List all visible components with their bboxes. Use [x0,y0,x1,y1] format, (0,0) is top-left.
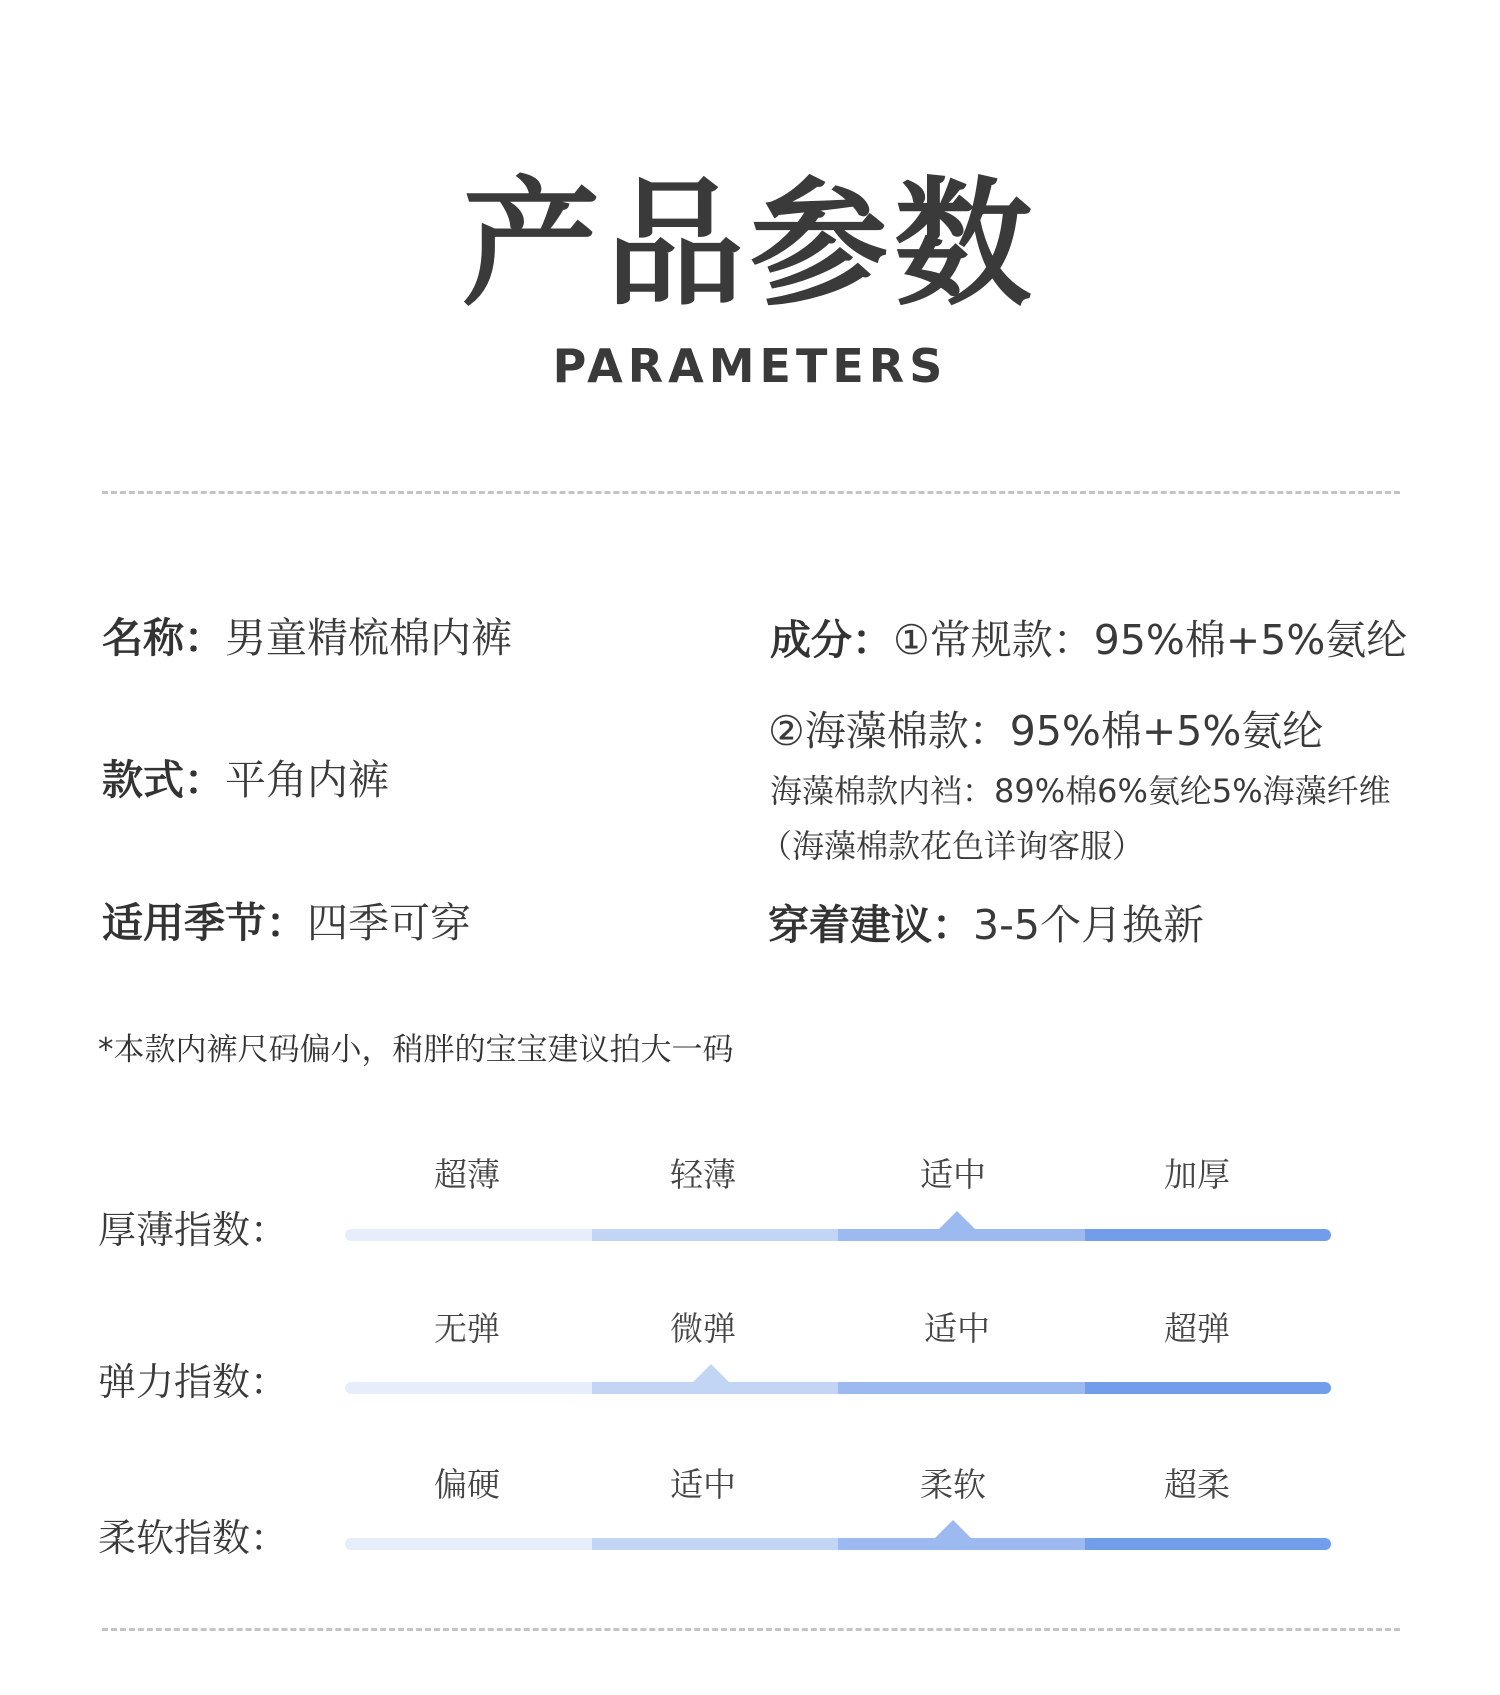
index-level-label: 超柔 [1164,1465,1230,1504]
param-name [102,612,512,664]
index-level-label: 超弹 [1164,1309,1230,1348]
param-composition-line1: ①常规款：95%棉+5%氨纶 [893,616,1408,664]
bottom-divider [102,1628,1400,1631]
param-style-value: 平角内裤 [225,756,389,804]
param-season-key: 适用季节： [102,899,307,947]
index-level-label: 加厚 [1164,1155,1230,1194]
param-advice-value: 3-5个月换新 [973,901,1204,949]
param-composition-key: 成分： [770,616,893,664]
param-name-value: 男童精梳棉内裤 [225,614,512,662]
bar-segment [1085,1382,1332,1394]
index-label: 厚薄指数： [98,1208,289,1252]
bar-segment [345,1538,592,1550]
index-pointer [693,1364,729,1382]
param-composition-line3: 海藻棉款内裆：89%棉6%氨纶5%海藻纤维 [770,772,1391,810]
param-composition-line2: ②海藻棉款：95%棉+5%氨纶 [768,707,1324,755]
index-level-label: 偏硬 [434,1465,500,1504]
bar-segment [345,1382,592,1394]
param-advice [768,899,1204,951]
index-pointer [935,1520,971,1538]
index-level-label: 柔软 [920,1465,986,1504]
bar-segment [838,1229,1085,1241]
index-bar [345,1382,1331,1394]
param-style [102,754,389,806]
index-level-label: 微弹 [670,1309,736,1348]
index-level-label: 适中 [670,1465,736,1504]
param-advice-key: 穿着建议： [768,901,973,949]
top-divider [102,491,1400,494]
param-composition [770,614,1407,666]
bar-segment [592,1382,839,1394]
bar-segment [1085,1538,1332,1550]
bar-segment [592,1538,839,1550]
index-level-label: 轻薄 [670,1155,736,1194]
size-note: *本款内裤尺码偏小，稍胖的宝宝建议拍大一码 [98,1032,734,1068]
bar-segment [1085,1229,1332,1241]
index-label: 柔软指数： [98,1516,289,1560]
index-level-label: 超薄 [434,1155,500,1194]
bar-segment [838,1538,1085,1550]
param-name-key: 名称： [102,614,225,662]
page-title: 产品参数 [461,164,1038,325]
index-level-label: 适中 [924,1309,990,1348]
bar-segment [345,1229,592,1241]
index-bar [345,1538,1331,1550]
index-label: 弹力指数： [98,1360,289,1404]
param-season [102,897,471,949]
index-level-label: 无弹 [434,1309,500,1348]
param-season-value: 四季可穿 [307,899,471,947]
bar-segment [592,1229,839,1241]
param-composition-line4: （海藻棉款花色详询客服） [760,827,1145,865]
index-pointer [939,1211,975,1229]
param-style-key: 款式： [102,756,225,804]
index-level-label: 适中 [920,1155,986,1194]
page-subtitle: PARAMETERS [552,339,948,393]
index-bar [345,1229,1331,1241]
bar-segment [838,1382,1085,1394]
